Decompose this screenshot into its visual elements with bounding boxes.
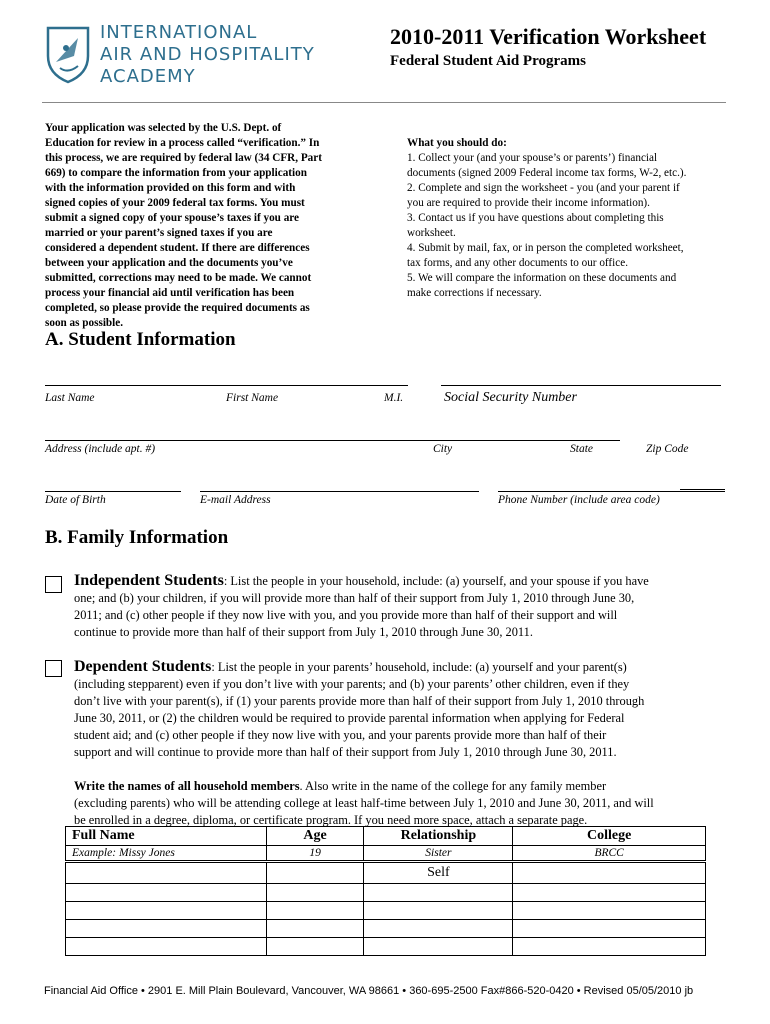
first-name-label: First Name bbox=[226, 392, 279, 404]
table-header-row bbox=[66, 827, 706, 846]
household-members-table bbox=[65, 826, 706, 956]
ssn-label: Social Security Number bbox=[444, 390, 577, 405]
email-field-line[interactable] bbox=[200, 491, 479, 492]
dob-label: Date of Birth bbox=[45, 494, 106, 506]
college-header: College bbox=[513, 827, 706, 846]
age-header: Age bbox=[266, 827, 364, 846]
page-footer: Financial Aid Office • 2901 E. Mill Plain Boulevard, Vancouver, WA 98661 • 360-695-2500 Fax#866-520-0420 • Revised 05/05/2010 jb bbox=[44, 985, 694, 997]
table-row[interactable] bbox=[66, 862, 706, 884]
email-label: E-mail Address bbox=[200, 494, 271, 506]
table-cell[interactable] bbox=[513, 920, 706, 938]
example-age: 19 bbox=[266, 846, 364, 862]
dependent-student-checkbox[interactable] bbox=[45, 660, 62, 677]
logo-line-3: ACADEMY bbox=[100, 66, 196, 87]
zip-label: Zip Code bbox=[646, 443, 689, 455]
logo-line-2: AIR AND HOSPITALITY bbox=[100, 44, 315, 65]
table-cell[interactable] bbox=[513, 862, 706, 884]
table-cell[interactable] bbox=[66, 938, 267, 956]
table-cell[interactable] bbox=[364, 884, 513, 902]
phone-field-line-upper bbox=[680, 489, 725, 490]
section-a-title: A. Student Information bbox=[45, 329, 236, 350]
address-field-line[interactable] bbox=[45, 440, 620, 441]
relationship-header: Relationship bbox=[364, 827, 513, 846]
logo-line-1: INTERNATIONAL bbox=[100, 22, 258, 43]
self-relationship-cell: Self bbox=[364, 862, 513, 884]
table-cell[interactable] bbox=[266, 884, 364, 902]
dependent-students-lead: Dependent Students bbox=[74, 658, 212, 675]
table-cell[interactable] bbox=[364, 920, 513, 938]
example-row bbox=[66, 846, 706, 862]
worksheet-subtitle: Federal Student Aid Programs bbox=[390, 53, 586, 69]
table-cell[interactable] bbox=[364, 902, 513, 920]
instructions-heading: What you should do: bbox=[407, 137, 507, 149]
table-cell[interactable] bbox=[66, 902, 267, 920]
table-cell[interactable] bbox=[364, 938, 513, 956]
state-label: State bbox=[570, 443, 593, 455]
phone-field-line[interactable] bbox=[498, 491, 725, 492]
last-name-label: Last Name bbox=[45, 392, 95, 404]
ssn-field-line[interactable] bbox=[441, 385, 721, 386]
full-name-header: Full Name bbox=[66, 827, 267, 846]
example-college: BRCC bbox=[513, 846, 706, 862]
independent-students-lead: Independent Students bbox=[74, 572, 224, 589]
address-label: Address (include apt. #) bbox=[45, 443, 156, 455]
table-cell[interactable] bbox=[66, 862, 267, 884]
household-members-instructions: Write the names of all household members. Also write in the name of the college for any family member (excluding parents) who will be attending college at least half-time between July 1, 2010 and June 30, 2011, and will be enrolled in a degree, diploma, or certificate program. If you need more space, attach a separate page. bbox=[74, 779, 654, 827]
section-b-title: B. Family Information bbox=[45, 527, 229, 548]
table-cell[interactable] bbox=[513, 902, 706, 920]
academy-logo-icon bbox=[44, 22, 92, 84]
phone-label: Phone Number (include area code) bbox=[498, 494, 660, 506]
mi-label: M.I. bbox=[384, 392, 404, 404]
table-cell[interactable] bbox=[266, 902, 364, 920]
instructions-list: What you should do: 1. Collect your (and your spouse’s or parents’) financial documents (signed 2009 Federal income tax forms, W-2, etc.). 2. Complete and sign the worksheet - you (and your parent if you are required to provide their income information). 3. Contact us if you have questions about completing this worksheet. 4. Submit by mail, fax, or in person the completed worksheet, tax forms, and any other documents to our office. 5. We will compare the information on these documents and make corrections if necessary. bbox=[407, 136, 737, 301]
intro-paragraph: Your application was selected by the U.S. Dept. of Education for review in a process called “verification.” In this process, we are required by federal law (34 CFR, Part 669) to compare the information from your application with the information provided on this form and with signed copies of your 2009 federal tax forms. You must submit a signed copy of your spouse’s taxes if you are married or your parent’s signed taxes if you are considered a dependent student. If there are differences between your application and the documents you’ve submitted, corrections may need to be made. We cannot process your financial aid until verification has been completed, so please provide the required documents as soon as possible. bbox=[45, 122, 322, 329]
table-row[interactable] bbox=[66, 884, 706, 902]
example-relationship: Sister bbox=[364, 846, 513, 862]
table-cell[interactable] bbox=[266, 920, 364, 938]
worksheet-title: 2010-2011 Verification Worksheet bbox=[390, 24, 707, 49]
table-row[interactable] bbox=[66, 938, 706, 956]
table-row[interactable] bbox=[66, 902, 706, 920]
name-field-line[interactable] bbox=[45, 385, 408, 386]
household-members-bold: Write the names of all household members bbox=[74, 779, 300, 793]
dependent-students-paragraph: Dependent Students: List the people in your parents’ household, include: (a) yourself and your parent(s) (including stepparent) even if you don’t live with your parents; and (b) your parents’ other children, even if they don’t live with your parent(s), if (1) your parents provide more than half of their support from July 1, 2010 through June 30, 2011, or (2) the children would be required to provide parental information when applying for Federal student aid; and (c) other people if they now live with you, and your parents provide more than half of their support and will continue to provide more than half of their support from July 1, 2010 through June 30, 2011. bbox=[74, 658, 645, 759]
table-cell[interactable] bbox=[266, 938, 364, 956]
table-cell[interactable] bbox=[266, 862, 364, 884]
table-cell[interactable] bbox=[513, 884, 706, 902]
table-cell[interactable] bbox=[513, 938, 706, 956]
table-cell[interactable] bbox=[66, 884, 267, 902]
independent-students-paragraph: Independent Students: List the people in your household, include: (a) yourself, and your spouse if you have one; and (b) your children, if you will provide more than half of their support from July 1, 2010 through June 30, 2011; and (c) other people if they now live with you, and you provide more than half of their support and will continue to provide more than half of their support from July 1, 2010 through June 30, 2011. bbox=[74, 572, 649, 639]
table-cell[interactable] bbox=[66, 920, 267, 938]
city-label: City bbox=[433, 443, 453, 455]
header-divider bbox=[42, 102, 726, 103]
independent-student-checkbox[interactable] bbox=[45, 576, 62, 593]
table-row[interactable] bbox=[66, 920, 706, 938]
example-name: Example: Missy Jones bbox=[66, 846, 267, 862]
dob-field-line[interactable] bbox=[45, 491, 181, 492]
